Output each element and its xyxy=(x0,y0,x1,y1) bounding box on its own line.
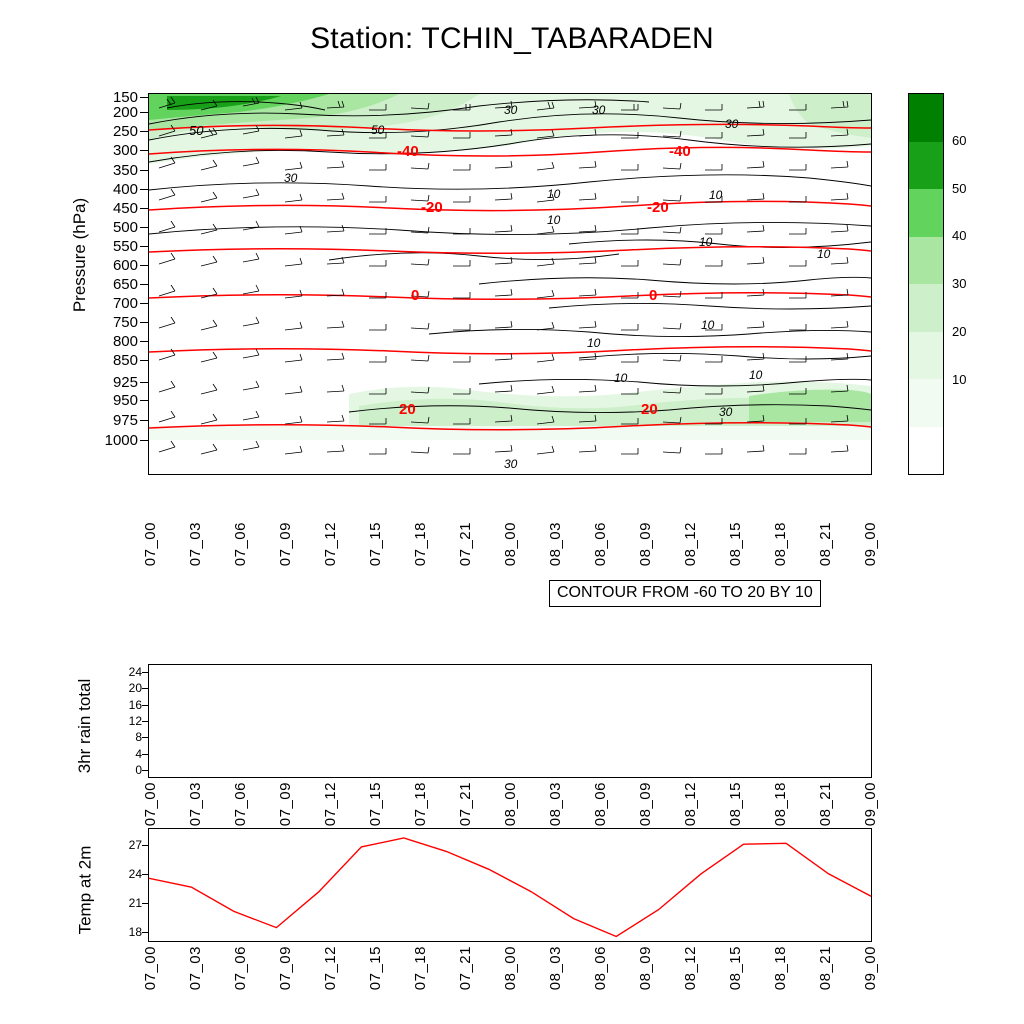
panel1-ytick: 800 xyxy=(112,333,138,350)
svg-text:10: 10 xyxy=(701,318,715,332)
panel1-ytick: 925 xyxy=(112,374,138,391)
cross-section-plot xyxy=(149,94,871,474)
contour-note: CONTOUR FROM -60 TO 20 BY 10 xyxy=(549,580,821,607)
undefined-xtick: 09_00 xyxy=(862,522,879,567)
svg-text:10: 10 xyxy=(614,371,628,385)
panel1-ytick-mark xyxy=(140,246,148,247)
panel1-ytick-mark xyxy=(140,265,148,266)
panel2-ylabel: 3hr rain total xyxy=(75,678,94,774)
colorbar-tick-label: 10 xyxy=(952,371,967,387)
panel2-ytick-mark xyxy=(142,688,148,689)
panel2-ytick-mark xyxy=(142,672,148,673)
colorbar-segment xyxy=(909,189,943,237)
undefined-xtick: 07_21 xyxy=(457,946,474,991)
undefined-xtick: 08_06 xyxy=(592,522,609,567)
undefined-xtick: 08_00 xyxy=(502,946,519,991)
panel2-ytick: 12 xyxy=(128,714,142,728)
panel1-ytick: 1000 xyxy=(104,432,138,449)
undefined-xtick: 07_09 xyxy=(277,782,294,827)
colorbar-tick-label: 50 xyxy=(952,180,967,196)
undefined-xtick: 07_03 xyxy=(187,782,204,827)
windspeed-shading xyxy=(149,94,871,440)
colorbar-tick-label: 40 xyxy=(952,228,967,244)
rain-panel xyxy=(148,664,872,778)
undefined-xtick: 07_00 xyxy=(142,946,159,991)
panel1-ytick-mark xyxy=(140,382,148,383)
undefined-xtick: 08_21 xyxy=(817,782,834,827)
panel1-ytick: 400 xyxy=(112,181,138,198)
undefined-xtick: 08_06 xyxy=(592,782,609,827)
svg-text:10: 10 xyxy=(547,187,561,201)
panel2-ytick-mark xyxy=(142,754,148,755)
panel1-ytick-mark xyxy=(140,284,148,285)
colorbar-tick-label: 20 xyxy=(952,323,967,339)
svg-text:0: 0 xyxy=(649,287,658,304)
panel1-ytick-mark xyxy=(140,170,148,171)
panel2-ytick-mark xyxy=(142,721,148,722)
undefined-xtick: 08_09 xyxy=(637,522,654,567)
panel1-ytick-mark xyxy=(140,131,148,132)
svg-text:50: 50 xyxy=(189,123,204,138)
svg-text:30: 30 xyxy=(504,457,518,471)
panel1-ytick-mark xyxy=(140,440,148,441)
undefined-xtick: 08_15 xyxy=(727,946,744,991)
colorbar-segment xyxy=(909,332,943,380)
undefined-xtick: 08_03 xyxy=(547,946,564,991)
undefined-xtick: 07_03 xyxy=(187,522,204,567)
panel1-ytick: 200 xyxy=(112,104,138,121)
panel1-ytick-mark xyxy=(140,303,148,304)
svg-text:30: 30 xyxy=(592,103,606,117)
panel1-ytick: 600 xyxy=(112,257,138,274)
panel3-ytick-mark xyxy=(142,903,148,904)
undefined-xtick: 07_09 xyxy=(277,522,294,567)
panel1-ytick: 450 xyxy=(112,200,138,217)
panel1-ylabel: Pressure (hPa) xyxy=(70,197,89,313)
undefined-xtick: 08_09 xyxy=(637,782,654,827)
svg-text:20: 20 xyxy=(399,401,416,418)
undefined-xtick: 09_00 xyxy=(862,946,879,991)
svg-text:0: 0 xyxy=(411,287,420,304)
svg-text:20: 20 xyxy=(641,401,658,418)
panel1-ytick-mark xyxy=(140,150,148,151)
svg-text:-40: -40 xyxy=(397,143,419,160)
colorbar-segment xyxy=(909,142,943,190)
undefined-xtick: 07_18 xyxy=(412,946,429,991)
panel1-ytick: 750 xyxy=(112,314,138,331)
undefined-xtick: 08_09 xyxy=(637,946,654,991)
svg-text:10: 10 xyxy=(699,235,713,249)
panel2-ytick-mark xyxy=(142,737,148,738)
svg-text:10: 10 xyxy=(587,336,601,350)
colorbar-segment xyxy=(909,94,943,142)
panel1-ytick-mark xyxy=(140,227,148,228)
panel1-ytick: 250 xyxy=(112,123,138,140)
undefined-xtick: 07_12 xyxy=(322,946,339,991)
panel3-ytick: 27 xyxy=(128,838,142,852)
panel3-ytick-mark xyxy=(142,845,148,846)
undefined-xtick: 08_15 xyxy=(727,782,744,827)
undefined-xtick: 09_00 xyxy=(862,782,879,827)
panel2-ytick: 16 xyxy=(128,697,142,712)
panel3-ytick-mark xyxy=(142,932,148,933)
svg-text:10: 10 xyxy=(709,188,723,202)
undefined-xtick: 07_15 xyxy=(367,946,384,991)
colorbar-segment xyxy=(909,237,943,285)
temp-panel xyxy=(148,828,872,942)
undefined-xtick: 07_15 xyxy=(367,782,384,827)
undefined-xtick: 08_00 xyxy=(502,522,519,567)
colorbar-segment xyxy=(909,379,943,427)
panel1-ytick-mark xyxy=(140,97,148,98)
undefined-xtick: 08_21 xyxy=(817,946,834,991)
undefined-xtick: 07_12 xyxy=(322,522,339,567)
undefined-xtick: 08_12 xyxy=(682,946,699,991)
undefined-xtick: 08_18 xyxy=(772,946,789,991)
undefined-xtick: 07_12 xyxy=(322,782,339,827)
undefined-xtick: 07_21 xyxy=(457,782,474,827)
undefined-xtick: 07_00 xyxy=(142,522,159,567)
undefined-xtick: 07_09 xyxy=(277,946,294,991)
panel3-ytick-mark xyxy=(142,874,148,875)
svg-text:10: 10 xyxy=(547,213,561,227)
svg-text:-20: -20 xyxy=(647,199,669,216)
panel1-ytick-mark xyxy=(140,322,148,323)
panel1-ytick: 150 xyxy=(112,89,138,106)
panel1-ytick-mark xyxy=(140,189,148,190)
wind-speed-colorbar xyxy=(908,93,944,475)
undefined-xtick: 08_21 xyxy=(817,522,834,567)
undefined-xtick: 08_03 xyxy=(547,522,564,567)
panel1-ytick: 550 xyxy=(112,238,138,255)
temp-line xyxy=(149,838,871,937)
panel1-ytick: 975 xyxy=(112,412,138,429)
svg-text:10: 10 xyxy=(817,247,831,261)
page-title: Station: TCHIN_TABARADEN xyxy=(310,22,714,55)
svg-text:10: 10 xyxy=(749,368,763,382)
panel3-ylabel: Temp at 2m xyxy=(75,845,95,935)
undefined-xtick: 07_21 xyxy=(457,522,474,567)
undefined-xtick: 07_00 xyxy=(142,782,159,827)
time-height-cross-section xyxy=(148,93,872,475)
panel2-ytick: 20 xyxy=(128,681,142,696)
panel3-ytick: 24 xyxy=(128,867,142,881)
colorbar-tick-label: 30 xyxy=(952,276,967,291)
panel2-ytick: 24 xyxy=(128,665,142,679)
panel2-ytick-mark xyxy=(142,705,148,706)
panel1-ytick: 500 xyxy=(112,219,138,236)
colorbar-segment xyxy=(909,427,943,475)
svg-text:30: 30 xyxy=(719,405,733,419)
panel2-ytick: 4 xyxy=(135,746,142,761)
undefined-xtick: 08_18 xyxy=(772,782,789,827)
undefined-xtick: 08_03 xyxy=(547,782,564,827)
svg-text:30: 30 xyxy=(725,117,739,131)
panel1-ytick: 700 xyxy=(112,295,138,312)
panel2-ytick: 0 xyxy=(135,763,142,777)
panel1-ytick: 300 xyxy=(112,142,138,159)
temp-plot xyxy=(149,829,871,941)
undefined-xtick: 07_18 xyxy=(412,782,429,827)
panel1-ytick: 950 xyxy=(112,392,138,409)
undefined-xtick: 07_06 xyxy=(232,946,249,991)
svg-text:30: 30 xyxy=(504,103,518,117)
undefined-xtick: 07_15 xyxy=(367,522,384,567)
undefined-xtick: 07_03 xyxy=(187,946,204,991)
panel1-ytick-mark xyxy=(140,208,148,209)
svg-text:-20: -20 xyxy=(421,199,443,216)
panel1-ytick-mark xyxy=(140,341,148,342)
svg-text:30: 30 xyxy=(284,171,298,185)
colorbar-segment xyxy=(909,284,943,332)
panel1-ytick-mark xyxy=(140,112,148,113)
panel3-ytick: 21 xyxy=(128,896,142,910)
panel1-ytick-mark xyxy=(140,400,148,401)
undefined-xtick: 07_06 xyxy=(232,782,249,827)
panel1-ytick-mark xyxy=(140,420,148,421)
svg-text:50: 50 xyxy=(371,123,385,137)
undefined-xtick: 08_12 xyxy=(682,522,699,567)
panel1-ytick: 850 xyxy=(112,352,138,369)
panel3-ytick: 18 xyxy=(128,925,142,939)
panel2-ytick: 8 xyxy=(135,730,142,745)
panel1-ytick: 650 xyxy=(112,276,138,293)
undefined-xtick: 08_00 xyxy=(502,782,519,827)
undefined-xtick: 08_12 xyxy=(682,782,699,827)
colorbar-tick-label: 60 xyxy=(952,132,967,148)
undefined-xtick: 07_18 xyxy=(412,522,429,567)
panel2-ytick-mark xyxy=(142,770,148,771)
undefined-xtick: 08_18 xyxy=(772,522,789,567)
undefined-xtick: 07_06 xyxy=(232,522,249,567)
panel1-ytick-mark xyxy=(140,360,148,361)
undefined-xtick: 08_06 xyxy=(592,946,609,991)
rain-plot xyxy=(149,665,871,777)
undefined-xtick: 08_15 xyxy=(727,522,744,567)
svg-text:-40: -40 xyxy=(669,143,691,160)
panel1-ytick: 350 xyxy=(112,162,138,179)
